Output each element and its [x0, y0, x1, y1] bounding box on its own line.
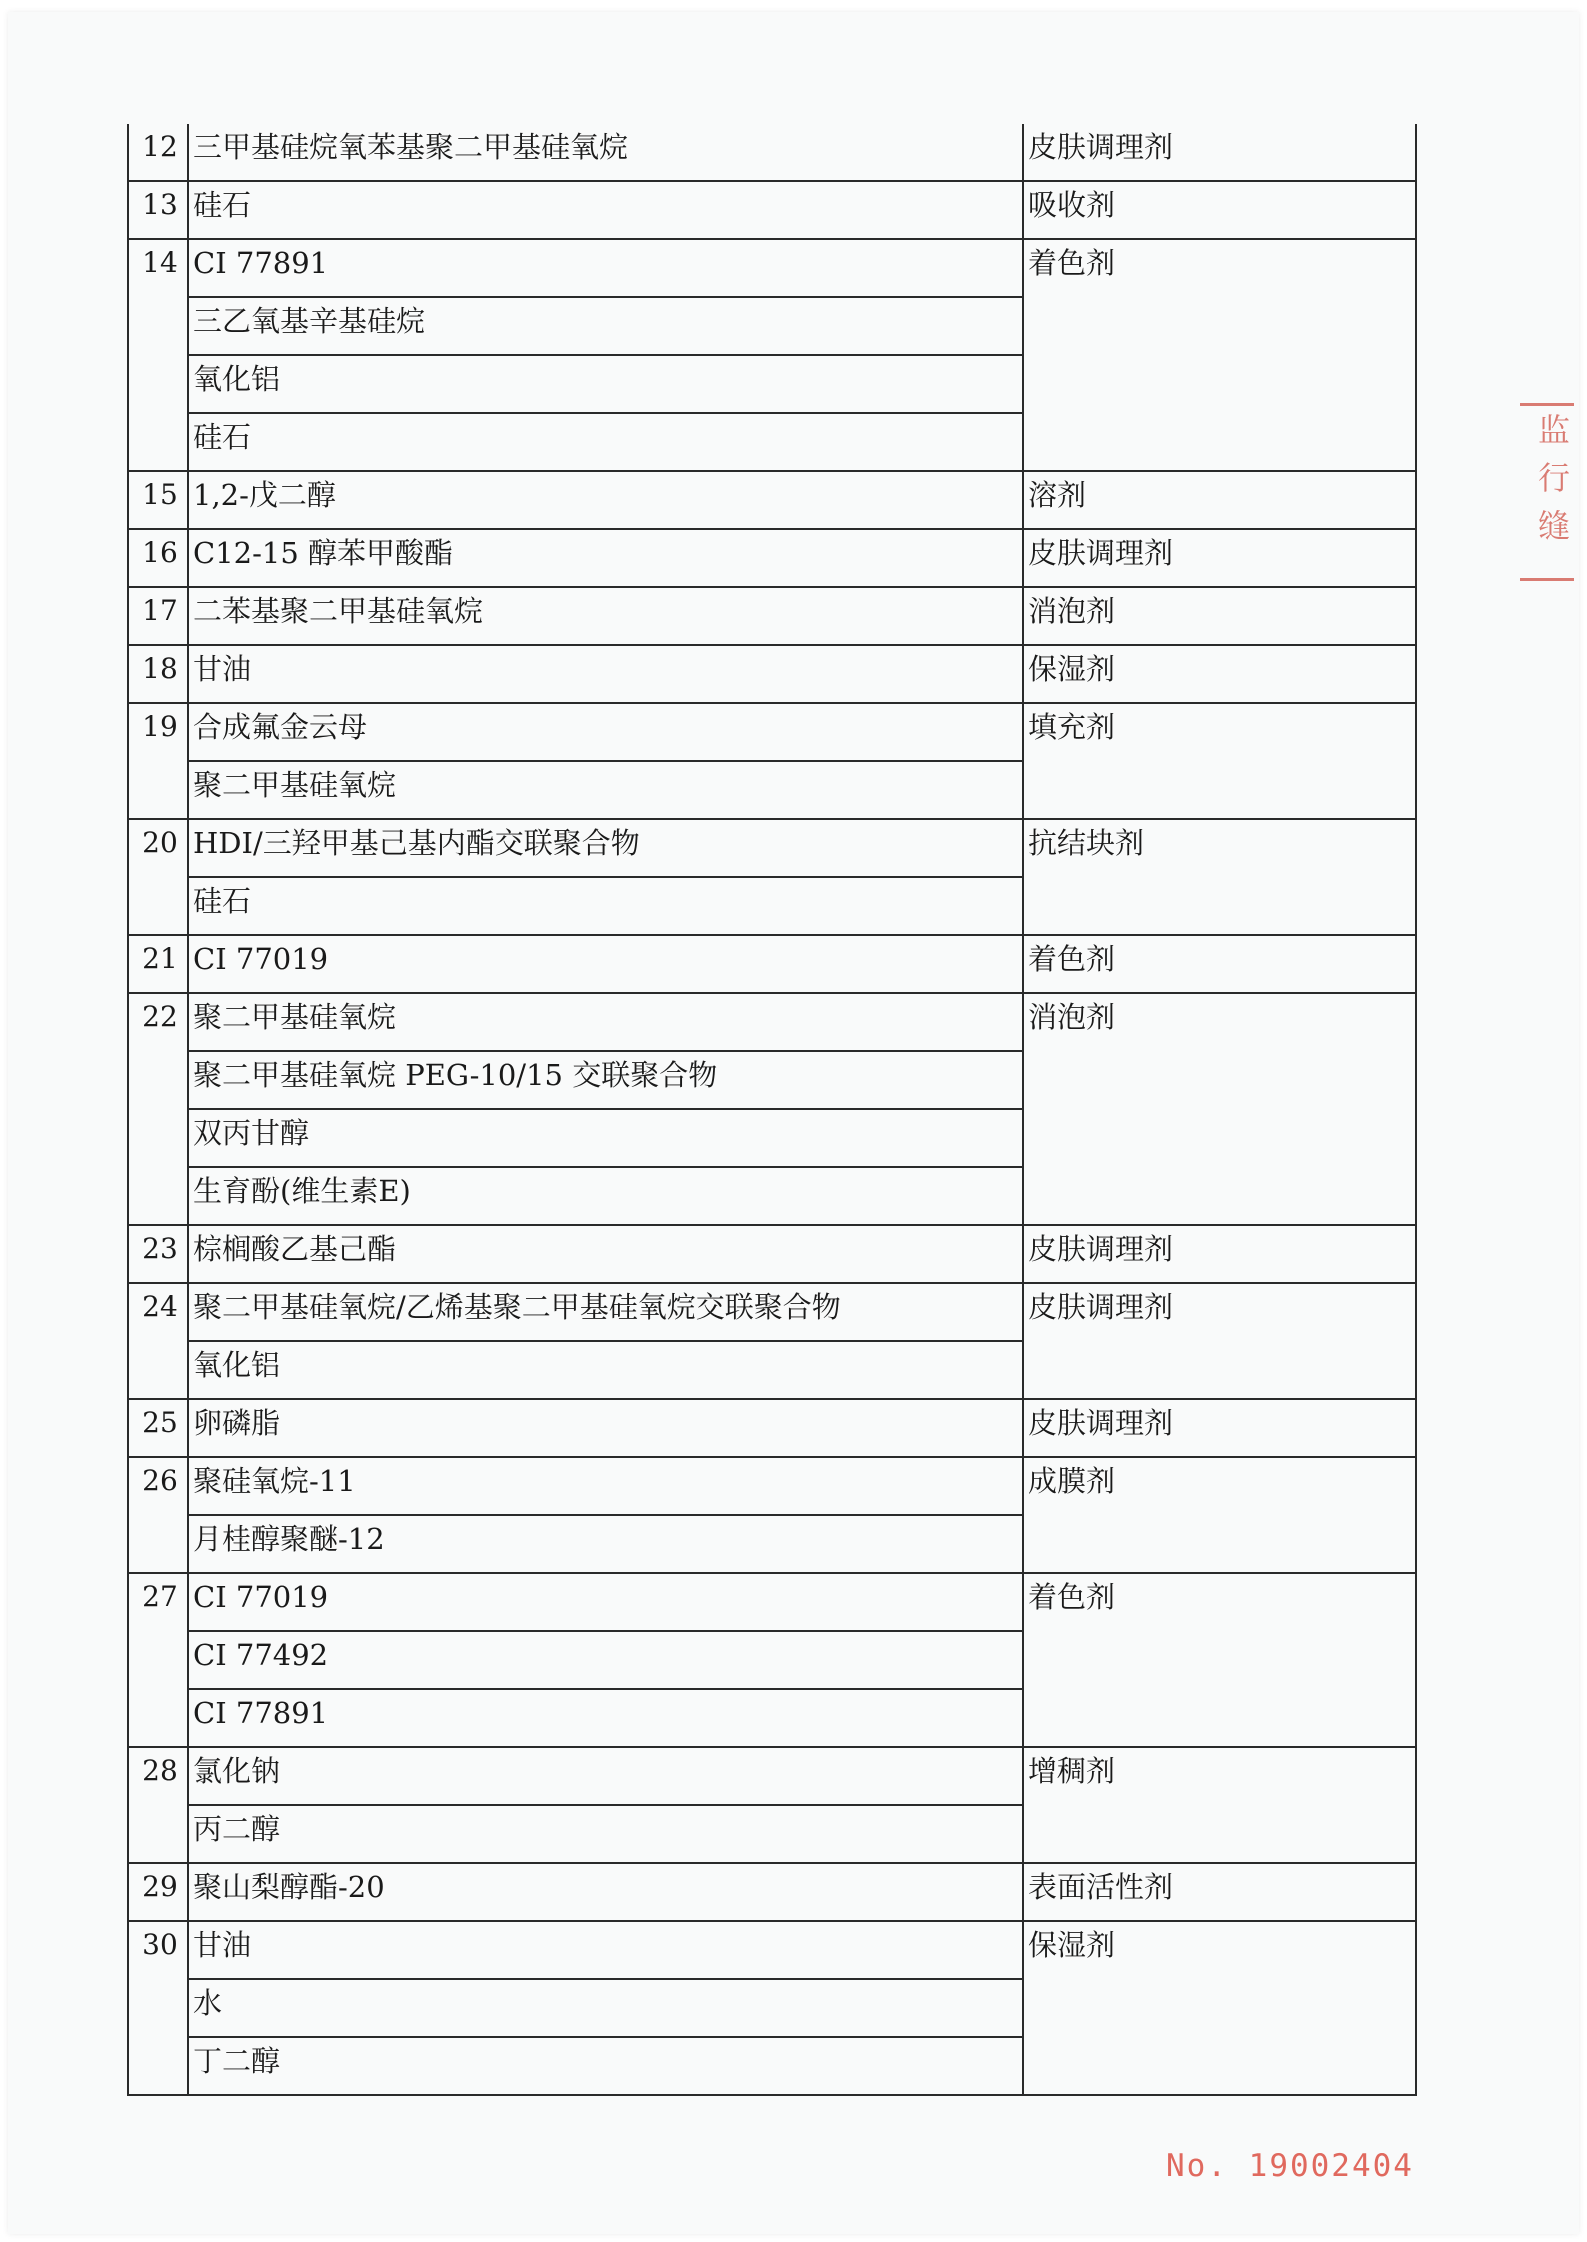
- row-number: 30: [128, 1921, 188, 2095]
- ingredient-function: 消泡剂: [1023, 587, 1416, 645]
- table-row: [128, 124, 1416, 181]
- ingredient-function: 着色剂: [1023, 239, 1416, 471]
- table-row: [128, 181, 1416, 239]
- ingredient-function: 溶剂: [1023, 471, 1416, 529]
- seal-char: 行: [1538, 459, 1571, 497]
- table-row: [128, 819, 1416, 877]
- ingredient-name: 水: [188, 1979, 1023, 2037]
- ingredient-name: 聚二甲基硅氧烷 PEG-10/15 交联聚合物: [188, 1051, 1023, 1109]
- row-number: 17: [128, 587, 188, 645]
- ingredient-function: 着色剂: [1023, 1573, 1416, 1747]
- ingredient-function: 表面活性剂: [1023, 1863, 1416, 1921]
- ingredient-table-body: [128, 124, 1416, 2095]
- ingredient-name: CI 77891: [188, 1689, 1023, 1747]
- ingredient-name: 氯化钠: [188, 1747, 1023, 1805]
- ingredient-name: 三乙氧基辛基硅烷: [188, 297, 1023, 355]
- ingredient-name: 甘油: [188, 1921, 1023, 1979]
- ingredient-name: 聚硅氧烷-11: [188, 1457, 1023, 1515]
- ingredient-name: HDI/三羟甲基己基内酯交联聚合物: [188, 819, 1023, 877]
- ingredient-name: 氧化铝: [188, 1341, 1023, 1399]
- ingredient-name: 合成氟金云母: [188, 703, 1023, 761]
- row-number: 28: [128, 1747, 188, 1863]
- row-number: 26: [128, 1457, 188, 1573]
- row-number: 29: [128, 1863, 188, 1921]
- ingredient-name: C12-15 醇苯甲酸酯: [188, 529, 1023, 587]
- ingredient-function: 保湿剂: [1023, 1921, 1416, 2095]
- ingredient-name: 1,2-戊二醇: [188, 471, 1023, 529]
- table-row: [128, 1399, 1416, 1457]
- ingredient-name: CI 77492: [188, 1631, 1023, 1689]
- ingredient-name: 棕榈酸乙基己酯: [188, 1225, 1023, 1283]
- row-number: 20: [128, 819, 188, 935]
- ingredient-name: 硅石: [188, 877, 1023, 935]
- ingredient-name: 聚二甲基硅氧烷: [188, 761, 1023, 819]
- table-row: [128, 1283, 1416, 1341]
- ingredient-function: 保湿剂: [1023, 645, 1416, 703]
- row-number: 27: [128, 1573, 188, 1747]
- ingredient-name: 月桂醇聚醚-12: [188, 1515, 1023, 1573]
- table-row: [128, 529, 1416, 587]
- seal-char: 监: [1538, 411, 1571, 449]
- row-number: 15: [128, 471, 188, 529]
- table-row: [128, 239, 1416, 297]
- ingredient-function: 填充剂: [1023, 703, 1416, 819]
- row-number: 12: [128, 124, 188, 181]
- ingredient-name: 聚山梨醇酯-20: [188, 1863, 1023, 1921]
- ingredient-name: 卵磷脂: [188, 1399, 1023, 1457]
- ingredient-function: 皮肤调理剂: [1023, 1399, 1416, 1457]
- ingredient-name: 聚二甲基硅氧烷: [188, 993, 1023, 1051]
- table-row: [128, 1863, 1416, 1921]
- table-row: [128, 471, 1416, 529]
- table-row: [128, 993, 1416, 1051]
- table-row: [128, 1747, 1416, 1805]
- table-row: [128, 1573, 1416, 1631]
- ingredient-name: CI 77019: [188, 935, 1023, 993]
- ingredient-name: 硅石: [188, 181, 1023, 239]
- ingredient-name: 甘油: [188, 645, 1023, 703]
- ingredient-name: 三甲基硅烷氧苯基聚二甲基硅氧烷: [188, 124, 1023, 181]
- ingredient-function: 皮肤调理剂: [1023, 1225, 1416, 1283]
- ingredient-function: 抗结块剂: [1023, 819, 1416, 935]
- ingredient-function: 着色剂: [1023, 935, 1416, 993]
- row-number: 25: [128, 1399, 188, 1457]
- ingredient-name: 丙二醇: [188, 1805, 1023, 1863]
- row-number: 19: [128, 703, 188, 819]
- table-row: [128, 1457, 1416, 1515]
- row-number: 24: [128, 1283, 188, 1399]
- table-row: [128, 703, 1416, 761]
- ingredient-name: 双丙甘醇: [188, 1109, 1023, 1167]
- row-number: 13: [128, 181, 188, 239]
- ingredient-function: 皮肤调理剂: [1023, 529, 1416, 587]
- ingredient-function: 皮肤调理剂: [1023, 124, 1416, 181]
- ingredient-table: [127, 124, 1417, 2096]
- table-row: [128, 587, 1416, 645]
- ingredient-function: 皮肤调理剂: [1023, 1283, 1416, 1399]
- serial-number: No. 19002404: [1166, 2148, 1414, 2184]
- row-number: 14: [128, 239, 188, 471]
- ingredient-name: 生育酚(维生素E): [188, 1167, 1023, 1225]
- table-row: [128, 1921, 1416, 1979]
- row-number: 16: [128, 529, 188, 587]
- row-number: 21: [128, 935, 188, 993]
- seal-char: 缝: [1538, 507, 1571, 545]
- ingredient-function: 增稠剂: [1023, 1747, 1416, 1863]
- row-number: 18: [128, 645, 188, 703]
- row-number: 22: [128, 993, 188, 1225]
- ingredient-name: 硅石: [188, 413, 1023, 471]
- ingredient-name: 丁二醇: [188, 2037, 1023, 2095]
- ingredient-name: CI 77019: [188, 1573, 1023, 1631]
- ingredient-name: 二苯基聚二甲基硅氧烷: [188, 587, 1023, 645]
- table-row: [128, 1225, 1416, 1283]
- table-row: [128, 645, 1416, 703]
- ingredient-name: 聚二甲基硅氧烷/乙烯基聚二甲基硅氧烷交联聚合物: [188, 1283, 1023, 1341]
- ingredient-function: 吸收剂: [1023, 181, 1416, 239]
- ingredient-function: 消泡剂: [1023, 993, 1416, 1225]
- row-number: 23: [128, 1225, 188, 1283]
- ingredient-name: 氧化铝: [188, 355, 1023, 413]
- table-row: [128, 935, 1416, 993]
- ingredient-function: 成膜剂: [1023, 1457, 1416, 1573]
- perforation-seal-stamp: [1520, 403, 1574, 581]
- ingredient-name: CI 77891: [188, 239, 1023, 297]
